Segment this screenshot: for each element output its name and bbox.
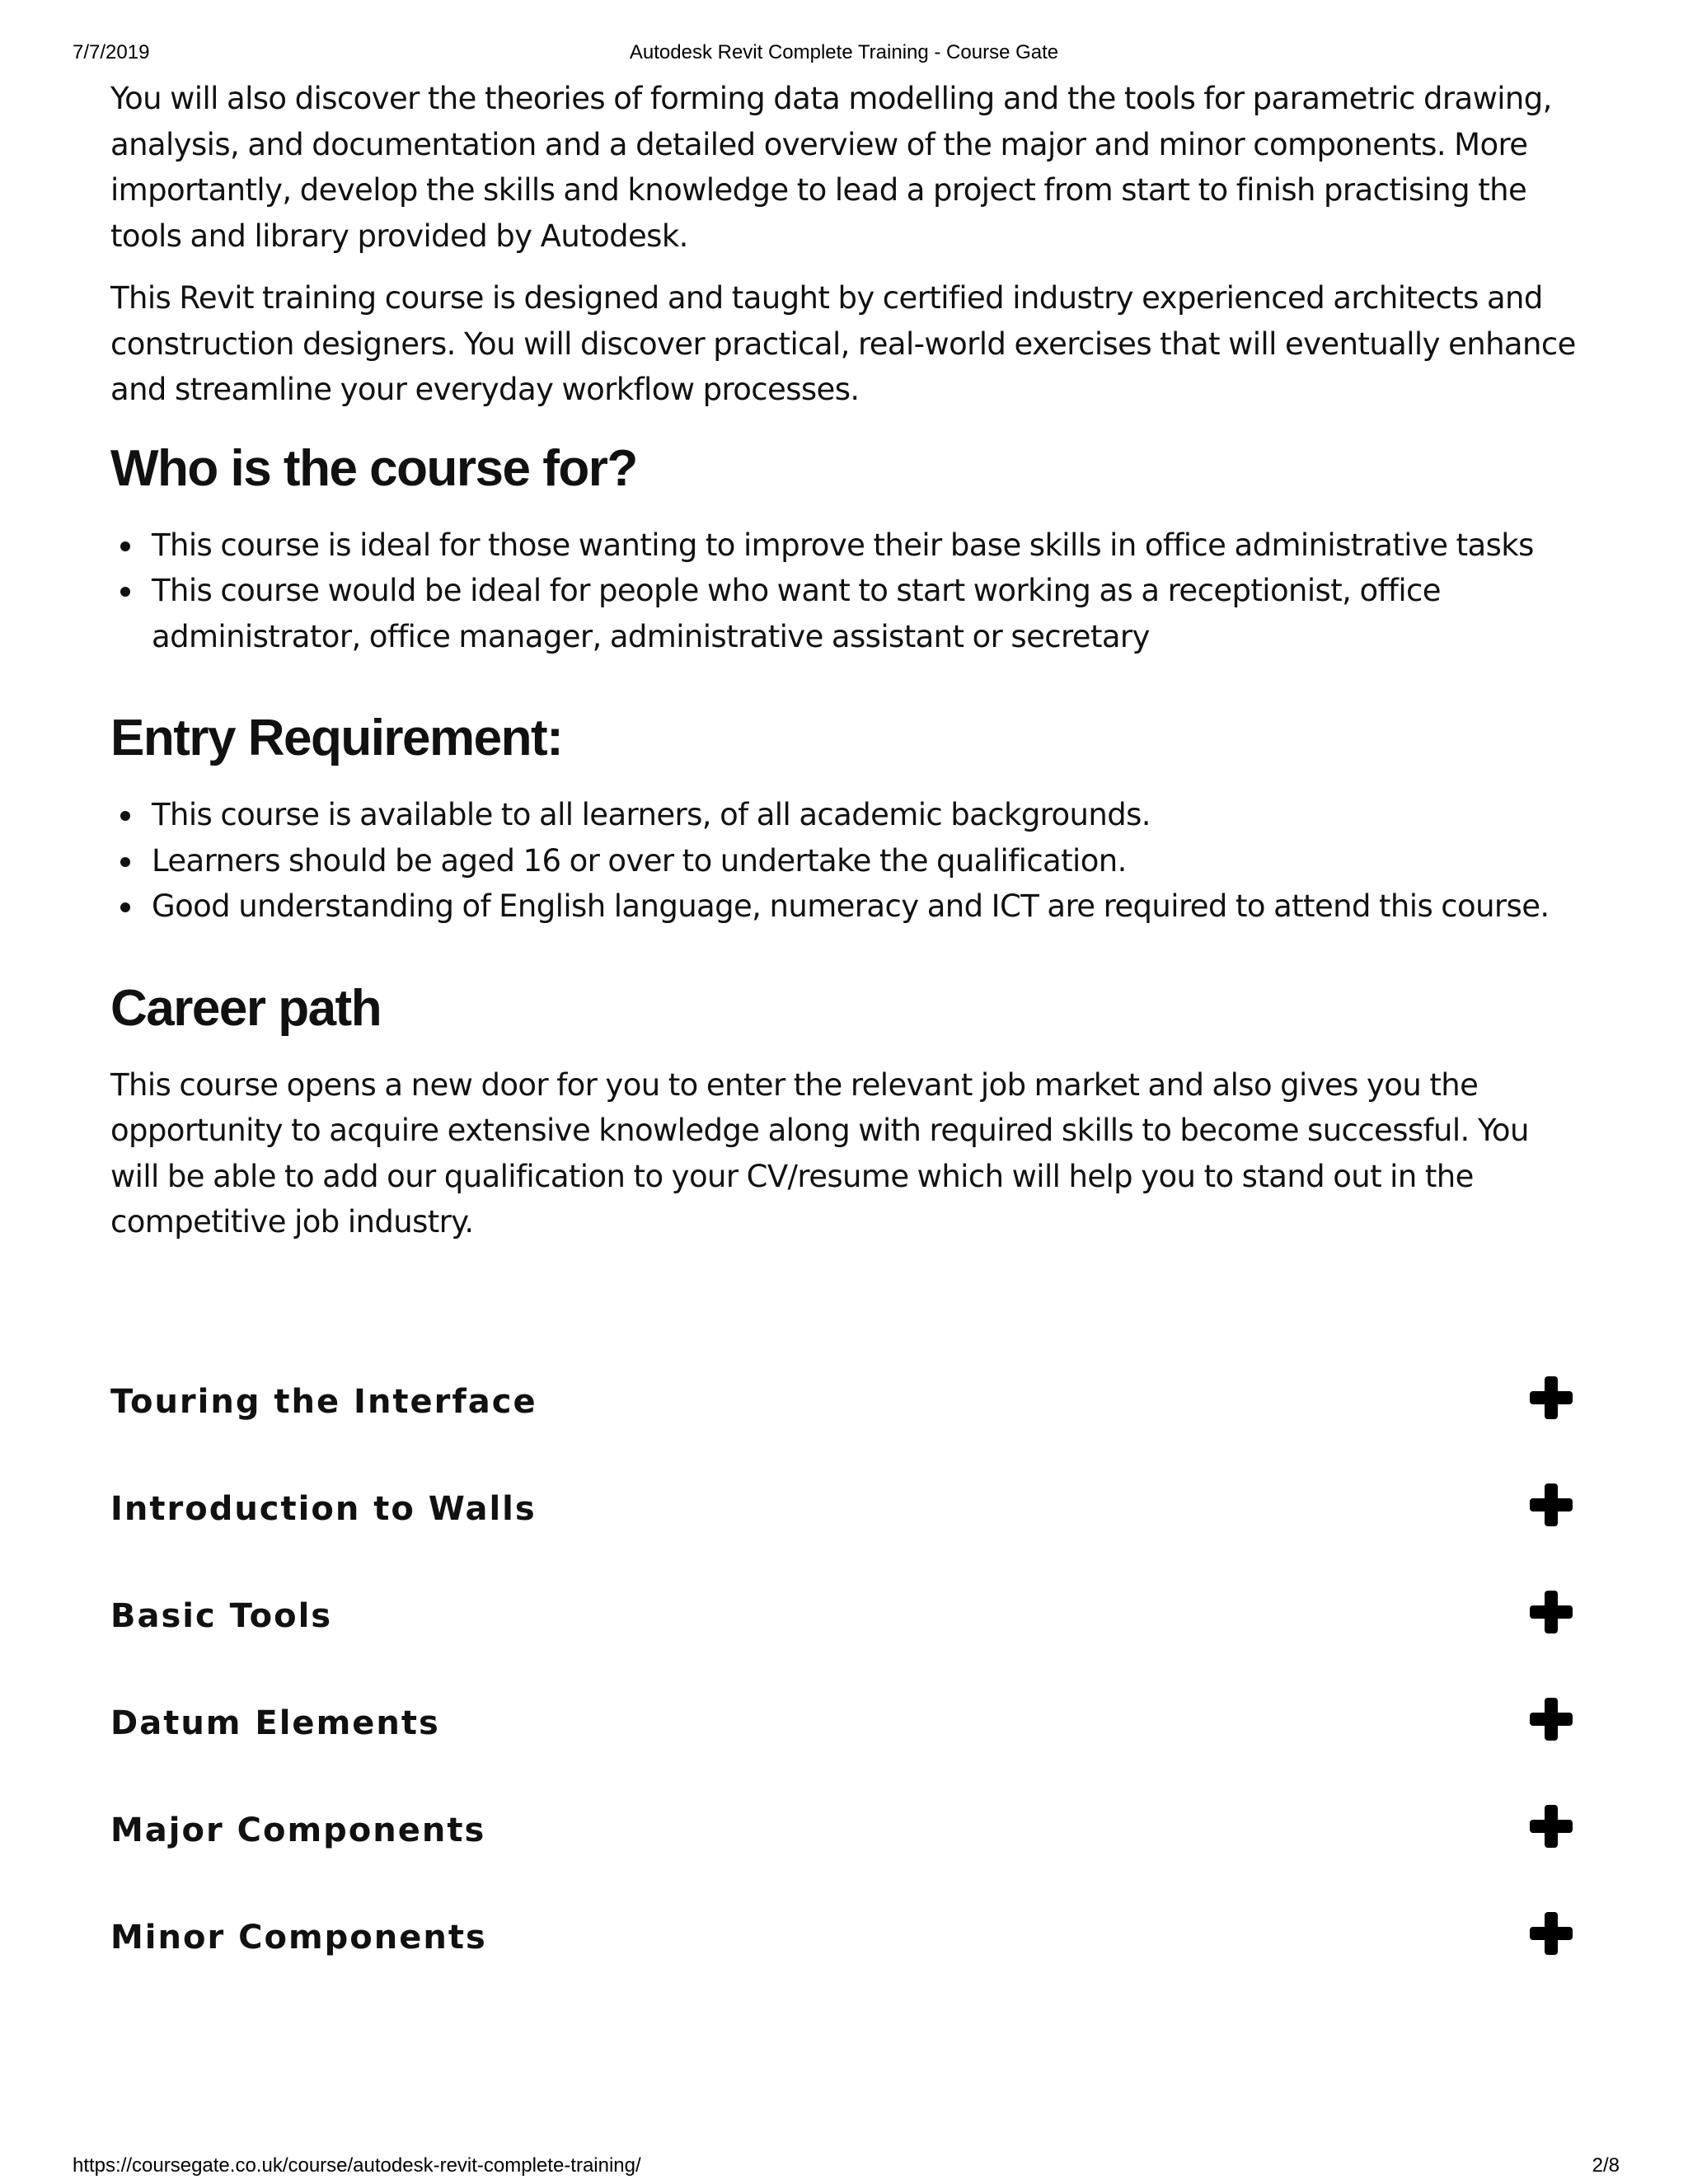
plus-icon[interactable]	[1530, 1805, 1573, 1848]
plus-icon[interactable]	[1530, 1912, 1573, 1955]
entry-requirement-heading: Entry Requirement:	[110, 710, 563, 766]
who-for-heading: Who is the course for?	[110, 439, 637, 497]
page-url: https://coursegate.co.uk/course/autodesk-revit-complete-training/	[73, 2154, 641, 2177]
intro-paragraph-1: You will also discover the theories of forming data modelling and the tools for parametric drawing, analysis, and documentation and a detailed overview of the major and minor components. More importantly, develop the skills and knowledge to lead a project from start to finish practising the tools and library provided by Autodesk.	[110, 81, 1552, 254]
module-major-components[interactable]	[110, 1805, 1578, 1912]
module-title: Datum Elements	[110, 1704, 440, 1742]
intro-paragraph-2: This Revit training course is designed and taught by certified industry experienced architects and construction designers. You will discover practical, real-world exercises that will eventually enhance and streamline your everyday workflow processes.	[110, 280, 1576, 407]
module-touring-the-interface[interactable]	[110, 1376, 1578, 1483]
list-item: This course would be ideal for people who want to start working as a receptionist, office administrator, office manager, administrative assistant or secretary	[152, 568, 1578, 659]
list-item: This course is ideal for those wanting to improve their base skills in office administrative tasks	[152, 523, 1578, 569]
print-header	[0, 41, 1688, 66]
module-title: Introduction to Walls	[110, 1490, 537, 1528]
entry-requirement-list	[110, 792, 1578, 930]
module-title: Minor Components	[110, 1919, 487, 1957]
curriculum-accordion	[110, 1376, 1578, 2019]
list-item: Learners should be aged 16 or over to undertake the qualification.	[152, 838, 1578, 884]
list-item: This course is available to all learners, of all academic backgrounds.	[152, 792, 1578, 838]
page-number: 2/8	[1592, 2154, 1620, 2177]
plus-icon[interactable]	[1530, 1591, 1573, 1633]
module-title: Basic Tools	[110, 1597, 333, 1635]
career-path-heading: Career path	[110, 979, 382, 1037]
module-title: Major Components	[110, 1811, 486, 1849]
list-item: Good understanding of English language, numeracy and ICT are required to attend this course.	[152, 883, 1578, 930]
module-basic-tools[interactable]	[110, 1591, 1578, 1698]
plus-icon[interactable]	[1530, 1483, 1573, 1526]
plus-icon[interactable]	[1530, 1698, 1573, 1741]
module-title: Touring the Interface	[110, 1383, 537, 1421]
print-footer	[0, 2154, 1688, 2179]
module-minor-components[interactable]	[110, 1912, 1578, 2019]
who-for-list	[110, 523, 1578, 660]
module-introduction-to-walls[interactable]	[110, 1483, 1578, 1591]
course-description	[110, 76, 1578, 1262]
module-datum-elements[interactable]	[110, 1698, 1578, 1805]
print-page-title: Autodesk Revit Complete Training - Course Gate	[629, 41, 1059, 63]
plus-icon[interactable]	[1530, 1376, 1573, 1419]
career-path-paragraph: This course opens a new door for you to enter the relevant job market and also gives you the opportunity to acquire extensive knowledge along with required skills to become successful. You will be able to add our qualification to your CV/resume which will help you to stand out in the competitive job industry.	[110, 1066, 1529, 1240]
print-date: 7/7/2019	[73, 41, 150, 63]
